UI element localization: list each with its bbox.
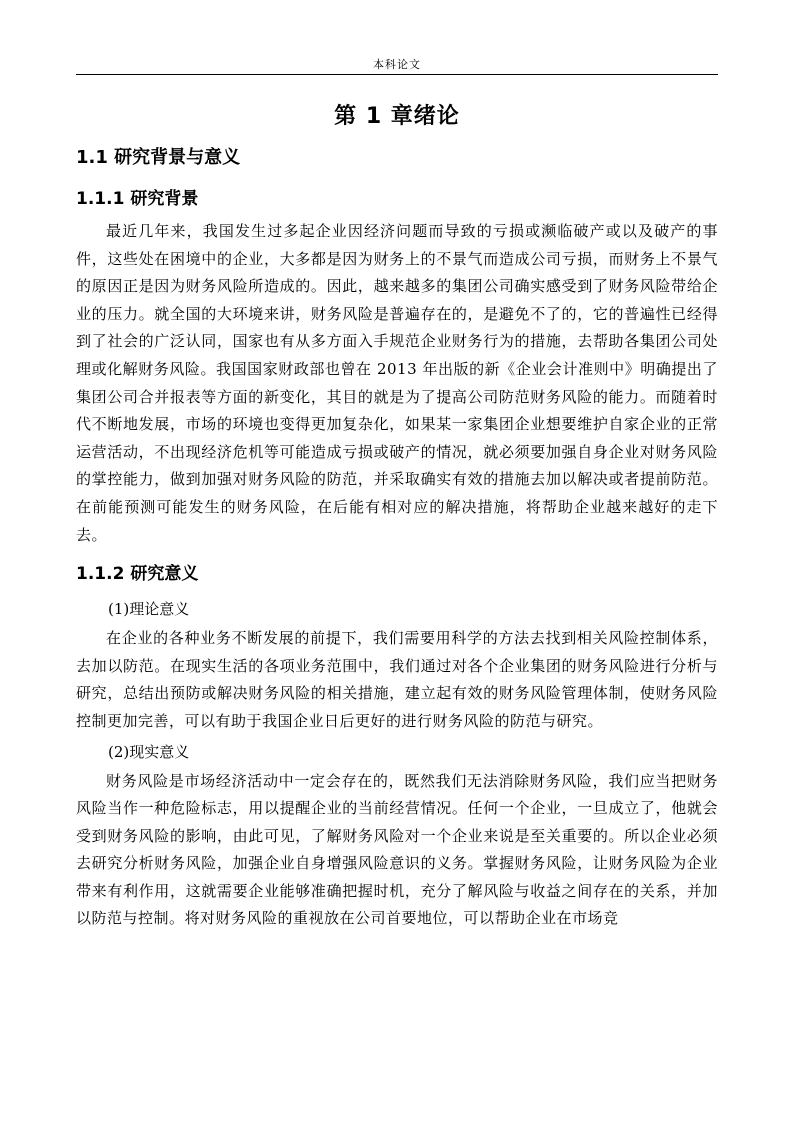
theory-significance-label: (1)理论意义 <box>108 600 190 619</box>
chapter-title: 第 1 章绪论 <box>334 104 460 129</box>
section-heading-1-1-2: 1.1.2 研究意义 <box>76 564 199 585</box>
page-body <box>76 98 718 933</box>
running-header: 本科论文 <box>373 58 421 71</box>
section-heading-1-1: 1.1 研究背景与意义 <box>76 147 241 168</box>
practical-significance-paragraph: 财务风险是市场经济活动中一定会存在的，既然我们无法消除财务风险，我们应当把财务风险当作一种危险标志，用以提醒企业的当前经营情况。任何一个企业，一旦成立了，他就会受到财务风险的影响，由此可见，了解财务风险对一个企业来说是至关重要的。所以企业必须去研究分析财务风险，加强企业自身增强风险意识的义务。掌握财务风险，让财务风险为企业带来有利作用，这就需要企业能够准确把握时机，充分了解风险与收益之间存在的关系，并加以防范与控制。将对财务风险的重视放在公司首要地位，可以帮助企业在市场竞 <box>76 771 718 928</box>
header-divider <box>76 74 718 75</box>
background-paragraph: 最近几年来，我国发生过多起企业因经济问题而导致的亏损或濒临破产或以及破产的事件，这些处在困境中的企业，大多都是因为财务上的不景气而造成公司亏损，而财务上不景气的原因正是因为财务风险所造成的。因此，越来越多的集团公司确实感受到了财务风险带给企业的压力。就全国的大环境来讲，财务风险是普遍存在的，是避免不了的，它的普遍性已经得到了社会的广泛认同，国家也有从多方面入手规范企业财务行为的措施，去帮助各集团公司处理或化解财务风险。我国国家财政部也曾在 2013 年出版的新《企业会计准则中》明确提出了集团公司合并报表等方面的新变化，其目的就是为了提高公司防范财务风险的能力。而随着时代不断地发展，市场的环境也变得更加复杂化，如果某一家集团企业想要维护自家企业的正常运营活动，不出现经济危机等可能造成亏损或破产的情况，就必须要加强自身企业对财务风险的掌控能力，做到加强对财务风险的防范，并采取确实有效的措施去加以解决或者提前防范。在前能预测可能发生的财务风险，在后能有相对应的解决措施，将帮助企业越来越好的走下去。 <box>76 222 718 544</box>
theory-significance-paragraph: 在企业的各种业务不断发展的前提下，我们需要用科学的方法去找到相关风险控制体系，去加以防范。在现实生活的各项业务范围中，我们通过对各个企业集团的财务风险进行分析与研究，总结出预防或解决财务风险的相关措施，建立起有效的财务风险管理体制，使财务风险控制更加完善，可以有助于我国企业日后更好的进行财务风险的防范与研究。 <box>76 629 718 730</box>
section-heading-1-1-1: 1.1.1 研究背景 <box>76 189 199 209</box>
practical-significance-label: (2)现实意义 <box>108 742 190 761</box>
